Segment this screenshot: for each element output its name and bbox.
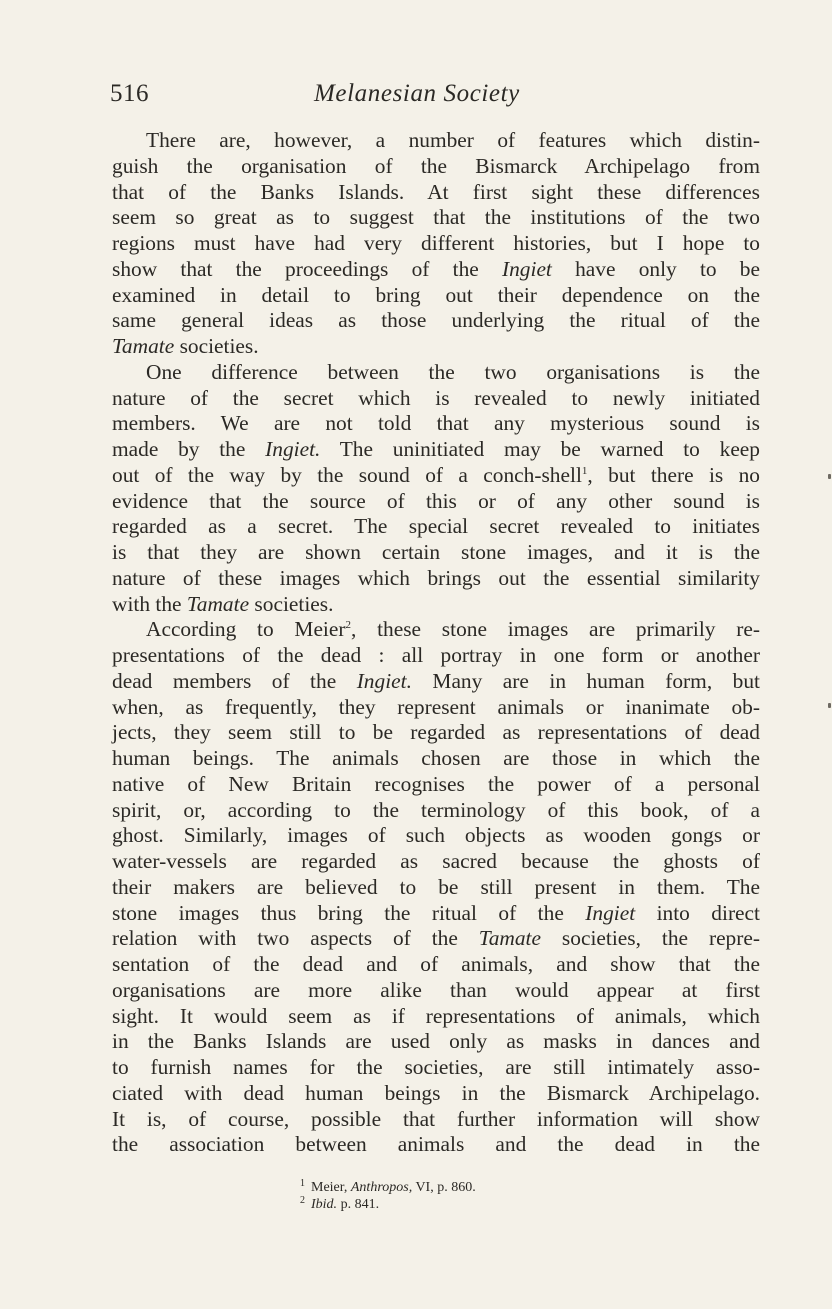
text-run: in the Banks Islands are used only as masks in dances and <box>112 1029 760 1054</box>
footnote-ref: 1 <box>581 464 588 477</box>
text-run: societies. <box>174 334 259 358</box>
italic-text: Ibid. <box>311 1197 338 1212</box>
text-run: show that the proceedings of the <box>112 256 502 281</box>
footnote <box>300 1196 476 1213</box>
text-line <box>112 231 760 257</box>
text-run: examined in detail to bring out their dependence on the <box>112 282 760 307</box>
text-line <box>112 463 760 489</box>
text-line <box>112 746 760 772</box>
text-line <box>112 926 760 952</box>
text-run: presentations of the dead : all portray in one form or another <box>112 643 760 667</box>
text-line <box>112 540 760 566</box>
text-run: dead members of the <box>112 668 357 693</box>
text-run: regarded as a secret. The special secret revealed to initiates <box>112 514 760 539</box>
text-run: water-vessels are regarded as sacred because the ghosts of <box>112 849 760 873</box>
italic-text: Ingiet <box>501 256 552 281</box>
text-line <box>112 360 760 386</box>
text-line <box>112 720 760 746</box>
text-run: guish the organisation of the Bismarck Archipelago from <box>112 153 760 178</box>
text-run: organisations are more alike than would appear at first <box>112 977 760 1002</box>
text-run: nature of the secret which is revealed to newly initiated <box>112 385 760 410</box>
text-run: The uninitiated may be warned to keep <box>320 437 761 461</box>
text-run: with the <box>112 591 187 616</box>
text-run: seem so great as to suggest that the institutions of the two <box>112 205 760 230</box>
text-run: into direct <box>635 900 760 925</box>
text-run: their makers are believed to be still present in them. The <box>112 874 760 899</box>
text-run: that of the Banks Islands. At first sight these differences <box>112 179 760 204</box>
text-run: ciated with dead human beings in the Bismarck Archipelago. <box>112 1080 760 1105</box>
text-run: sentation of the dead and of animals, and show that the <box>112 952 760 976</box>
text-run: the association between animals and the dead in the <box>112 1132 760 1157</box>
text-line <box>112 695 760 721</box>
text-run: made by the <box>112 437 266 461</box>
text-run: out of the way by the sound of a conch-shell <box>112 462 582 487</box>
page-header <box>110 80 730 116</box>
text-line <box>112 1029 760 1055</box>
text-line <box>112 669 760 695</box>
text-line <box>112 308 760 334</box>
text-run: sight. It would seem as if representations of animals, which <box>112 1003 760 1028</box>
text-run: regions must have had very different histories, but I hope to <box>112 231 760 255</box>
footnote-ref: 1 <box>300 1178 305 1189</box>
text-run: , but there is no <box>587 462 761 487</box>
text-line <box>112 437 760 463</box>
text-line <box>112 617 760 643</box>
text-run: relation with two aspects of the <box>112 926 479 951</box>
text-line <box>112 1132 760 1158</box>
text-run: According to Meier <box>146 617 346 642</box>
page-number: 516 <box>110 80 149 107</box>
text-run: is that they are shown certain stone images, and it is the <box>112 540 760 564</box>
text-line <box>112 952 760 978</box>
body-text <box>112 128 760 1158</box>
text-run: to furnish names for the societies, are still intimately asso- <box>112 1055 760 1079</box>
text-run: There are, however, a number of features which distin- <box>146 128 760 152</box>
text-run: have only to be <box>551 256 760 281</box>
text-line <box>112 978 760 1004</box>
text-line <box>112 154 760 180</box>
text-line <box>112 180 760 206</box>
text-run: native of New Britain recognises the power of a personal <box>112 771 760 796</box>
text-line <box>112 411 760 437</box>
text-line <box>112 849 760 875</box>
text-line <box>112 489 760 515</box>
italic-text: Anthropos, <box>350 1180 413 1195</box>
text-run: societies. <box>249 591 334 616</box>
text-line <box>112 592 760 618</box>
text-line <box>112 823 760 849</box>
text-line <box>112 1107 760 1133</box>
text-run: members. We are not told that any mysterious sound is <box>112 411 760 436</box>
text-run: when, as frequently, they represent animals or inanimate ob- <box>112 694 760 719</box>
italic-text: Tamate <box>186 591 250 616</box>
footnote-ref: 2 <box>345 619 351 632</box>
text-line <box>112 643 760 669</box>
text-line <box>112 566 760 592</box>
text-line <box>112 1081 760 1107</box>
text-line <box>112 1004 760 1030</box>
text-line <box>112 386 760 412</box>
italic-text: Tamate <box>112 334 175 358</box>
text-line <box>112 257 760 283</box>
text-run: p. 841. <box>337 1197 380 1212</box>
text-line <box>112 901 760 927</box>
text-run: nature of these images which brings out the essential similarity <box>112 565 760 590</box>
text-run: VI, p. 860. <box>412 1180 476 1195</box>
text-run: same general ideas as those underlying the ritual of the <box>112 308 760 333</box>
text-line <box>112 798 760 824</box>
text-run: evidence that the source of this or of any other sound is <box>112 488 760 513</box>
text-line <box>112 772 760 798</box>
text-run: Meier, <box>311 1180 351 1195</box>
text-line <box>112 205 760 231</box>
text-run: societies, the repre- <box>541 926 760 951</box>
footnote-ref: 2 <box>300 1195 305 1206</box>
text-line <box>112 334 760 360</box>
text-run: human beings. The animals chosen are those in which the <box>112 746 760 770</box>
italic-text: Tamate <box>478 926 541 951</box>
running-head: Melanesian Society <box>314 80 520 107</box>
text-run: One difference between the two organisations is the <box>146 359 760 384</box>
text-run: It is, of course, possible that further information will show <box>112 1106 760 1131</box>
text-line <box>112 1055 760 1081</box>
text-run: Many are in human form, but <box>411 668 760 693</box>
text-run: spirit, or, according to the terminology of this book, of a <box>112 797 760 822</box>
text-run: ghost. Similarly, images of such objects as wooden gongs or <box>112 823 760 848</box>
text-line <box>112 875 760 901</box>
text-run: stone images thus bring the ritual of the <box>112 900 586 925</box>
footnote <box>300 1179 476 1196</box>
page-speck <box>828 474 831 479</box>
italic-text: Ingiet. <box>356 668 412 693</box>
text-run: jects, they seem still to be regarded as representations of dead <box>112 720 760 745</box>
text-run: , these stone images are primarily re- <box>351 617 760 642</box>
page-speck <box>828 703 831 708</box>
text-line <box>112 128 760 154</box>
italic-text: Ingiet <box>585 900 636 925</box>
text-line <box>112 514 760 540</box>
italic-text: Ingiet. <box>265 437 321 461</box>
text-line <box>112 283 760 309</box>
footnotes <box>300 1179 476 1213</box>
